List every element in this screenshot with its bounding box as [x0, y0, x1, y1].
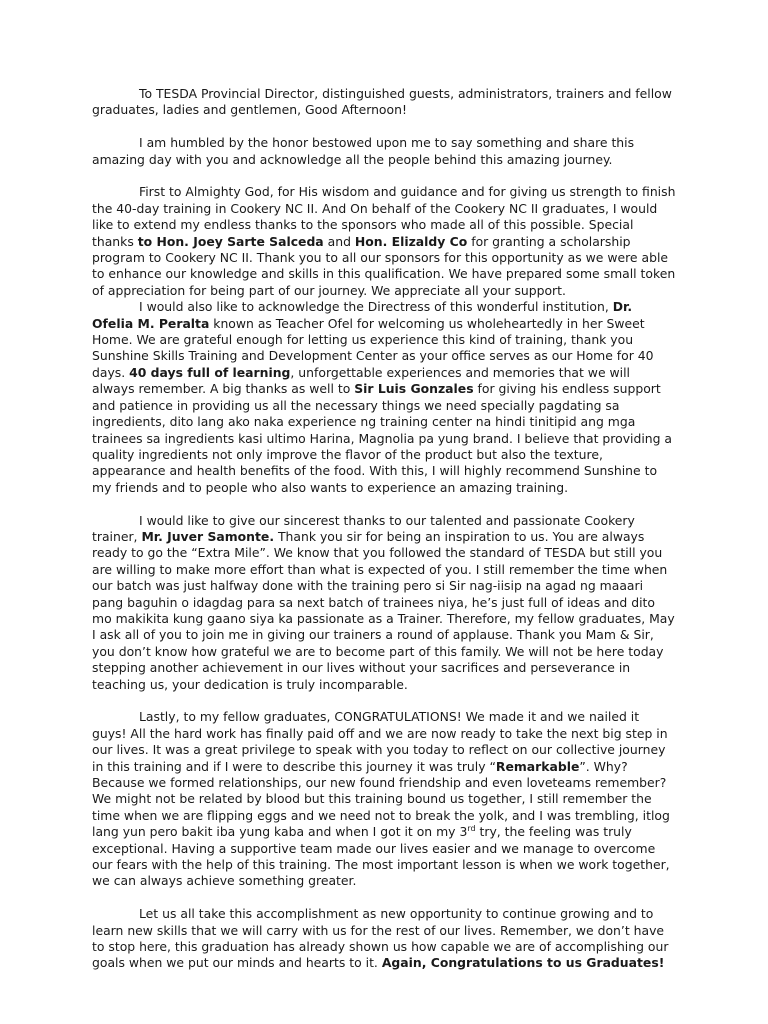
ordinal-suffix: rd — [467, 824, 476, 834]
paragraph-closing — [92, 906, 676, 972]
paragraph-gap — [92, 890, 676, 906]
bold-name: Mr. Juver Samonte. — [141, 528, 275, 544]
paragraph-greeting — [92, 86, 676, 119]
bold-name: Dr. Ofelia M. Peralta — [92, 299, 633, 331]
text-run: , unforgettable experiences and memories that we will always remember. A big thanks as well to — [92, 364, 630, 397]
bold-name: to Hon. Joey Sarte Salceda — [137, 233, 324, 249]
paragraph-gap — [92, 496, 676, 512]
text-run: for giving his endless support and patience in providing us all the necessary things we need specially pagdating sa ingredients, dito lang ako naka experience ng training center na hindi tinitipid ang mga trainees sa ingredients kasi ultimo Harina, Magnolia pa yung brand. I believe that providing a quality ingredients not only improve the flavor of the product but also the texture, appearance and health benefits of the food. With this, I will highly recommend Sunshine to my friends and to people who also wants to experience an amazing training. — [92, 381, 673, 495]
text-run: known as Teacher Ofel for welcoming us wholeheartedly in her Sweet Home. We are grateful enough for letting us experience this kind of training, thank you Sunshine Skills Training and Development Center as your office serves as our Home for 40 days. — [92, 315, 654, 380]
text-run: for granting a scholarship program to Cookery NC II. Thank you to all our sponsors for this opportunity as we were able to enhance our knowledge and skills in this qualification. We have prepared some small token of appreciation for being part of our journey. We appreciate all your support. — [92, 233, 676, 298]
paragraph-graduates — [92, 709, 676, 889]
text-run: I am humbled by the honor bestowed upon me to say something and share this amazing day with you and acknowledge all the people behind this amazing journey. — [92, 135, 635, 167]
text-run: try, the feeling was truly exceptional. Having a supportive team made our lives easier and we manage to overcome our fears with the help of this training. The most important lesson is when we work together, we can always achieve something greater. — [92, 824, 670, 889]
text-run: Thank you sir for being an inspiration to us. You are always ready to go the “Extra Mile”. We know that you followed the standard of TESDA but still you are willing to make more effort than what is expected of you. I still remember the time when our batch was just halfway done with the training pero si Sir nag-iisip na agad ng maaari pang baguhin o idagdag para sa next batch of trainees niya, he’s just full of ideas and dito mo makikita kung gaano siya ka passionate as a Trainer. Therefore, my fellow graduates, May I ask all of you to join me in giving our trainers a round of applause. Thank you Mam & Sir, you don’t know how grateful we are to become part of this family. We will not be here today stepping another achievement in our lives without your sacrifices and perseverance in teaching us, your dedication is truly incomparable. — [92, 528, 675, 692]
text-run: I would also like to acknowledge the Directress of this wonderful institution, — [139, 299, 613, 315]
bold-phrase: 40 days full of learning — [129, 364, 291, 380]
paragraph-directress — [92, 299, 676, 496]
paragraph-gap — [92, 693, 676, 709]
paragraph-trainer — [92, 513, 676, 693]
bold-name: Sir Luis Gonzales — [354, 381, 474, 397]
text-run: Let us all take this accomplishment as new opportunity to continue growing and to learn new skills that we will carry with us for the rest of our lives. Remember, we don’t have to stop here, this graduation has already shown us how capable we are of accomplishing our goals when we put our minds and hearts to it. — [92, 906, 669, 971]
bold-word: Remarkable — [495, 758, 580, 774]
text-run: ”. Why? Because we formed relationships, our new found friendship and even loveteams remember? We might not be related by blood but this training bound us together, I still remember the time when we are flipping eggs and we need not to break the yolk, and I was trembling, itlog lang yun pero bakit iba yung kaba and when I got it on my 3 — [92, 758, 670, 840]
bold-closing: Again, Congratulations to us Graduates! — [381, 955, 665, 971]
text-run: and — [323, 233, 355, 249]
paragraph-gap — [92, 168, 676, 184]
text-run: Lastly, to my fellow graduates, CONGRATULATIONS! We made it and we nailed it guys! All the hard work has finally paid off and we are now ready to take the next big step in our lives. It was a great privilege to speak with you today to reflect on our collective journey in this training and if I were to describe this journey it was truly “ — [92, 709, 668, 774]
bold-name: Hon. Elizaldy Co — [354, 233, 468, 249]
text-run: I would like to give our sincerest thanks to our talented and passionate Cookery trainer, — [92, 512, 635, 544]
paragraph-gap — [92, 119, 676, 135]
text-run: To TESDA Provincial Director, distinguished guests, administrators, trainers and fellow graduates, ladies and gentlemen, Good Afternoon! — [92, 86, 672, 118]
text-run: First to Almighty God, for His wisdom and guidance and for giving us strength to finish the 40-day training in Cookery NC II. And On behalf of the Cookery NC II graduates, I would like to extend my endless thanks to the sponsors who made all of this possible. Special thanks — [92, 184, 676, 249]
paragraph-god-sponsors — [92, 184, 676, 299]
paragraph-humbled — [92, 135, 676, 168]
